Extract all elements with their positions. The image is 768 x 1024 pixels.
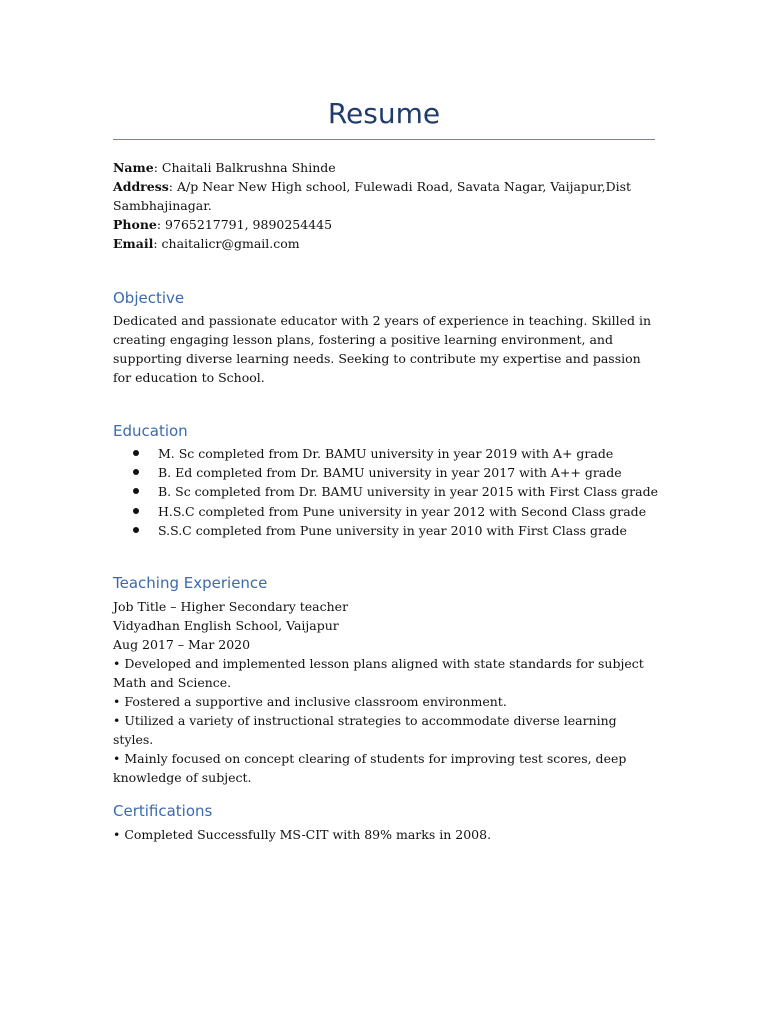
objective-text: Dedicated and passionate educator with 2 years of experience in teaching. Skilled in creating engaging lesson plans, fostering a positive learning environment, and supporting diverse learning needs. Seeking to contribute my expertise and passion for education to School.: [113, 313, 652, 385]
education-item: [113, 482, 659, 501]
bullet-icon: [133, 508, 139, 514]
contact-name-line: [113, 158, 655, 177]
bullet-icon: [133, 527, 139, 533]
certifications-heading: Certifications: [113, 802, 213, 820]
document-title: Resume: [327, 97, 441, 130]
education-heading: Education: [113, 422, 188, 440]
bullet-icon: [133, 488, 139, 494]
experience-section: [113, 597, 655, 787]
phone-value: : 9765217791, 9890254445: [156, 217, 333, 232]
education-item-text: M. Sc completed from Dr. BAMU university in year 2019 with A+ grade: [158, 446, 614, 461]
education-item-text: B. Ed completed from Dr. BAMU university in year 2017 with A++ grade: [158, 465, 622, 481]
education-section: [113, 444, 659, 540]
contact-email-line: [113, 234, 655, 253]
phone-label: Phone: [113, 217, 157, 232]
experience-point: • Mainly focused on concept clearing of students for improving test scores, deep knowledge of subject.: [113, 751, 627, 785]
education-item: [113, 502, 655, 521]
email-label: Email: [113, 236, 154, 251]
education-list: [113, 444, 659, 540]
objective-section: [113, 311, 655, 387]
education-item: [113, 444, 655, 463]
education-item-text: H.S.C completed from Pune university in year 2012 with Second Class grade: [158, 503, 647, 519]
title-divider: [113, 139, 655, 140]
name-label: Name: [113, 160, 154, 175]
education-item-text: S.S.C completed from Pune university in year 2010 with First Class grade: [158, 522, 627, 538]
experience-point: • Utilized a variety of instructional strategies to accommodate diverse learning styles.: [113, 713, 617, 747]
school-name: Vidyadhan English School, Vaijapur: [113, 618, 339, 633]
experience-point: • Developed and implemented lesson plans aligned with state standards for subject Math and Science.: [113, 656, 644, 690]
experience-heading: Teaching Experience: [113, 574, 268, 592]
contact-phone-line: [113, 215, 655, 234]
certifications-section: [113, 825, 655, 844]
email-value: : chaitalicr@gmail.com: [153, 236, 300, 251]
address-value: : A/p Near New High school, Fulewadi Road, Savata Nagar, Vaijapur,Dist Sambhajinagar.: [113, 179, 632, 213]
bullet-icon: [133, 450, 139, 456]
certification-item: • Completed Successfully MS-CIT with 89% marks in 2008.: [113, 827, 492, 842]
contact-block: [113, 158, 655, 253]
education-item: [113, 521, 655, 540]
job-title: Job Title – Higher Secondary teacher: [113, 599, 349, 614]
education-item-text: B. Sc completed from Dr. BAMU university in year 2015 with First Class grade: [158, 484, 659, 500]
bullet-icon: [133, 469, 139, 475]
employment-period: Aug 2017 – Mar 2020: [113, 637, 251, 652]
experience-point: • Fostered a supportive and inclusive classroom environment.: [113, 694, 507, 709]
education-item: [113, 463, 655, 482]
name-value: : Chaitali Balkrushna Shinde: [153, 160, 336, 175]
objective-heading: Objective: [113, 289, 185, 307]
contact-address-line: [113, 177, 655, 215]
address-label: Address: [113, 179, 169, 194]
